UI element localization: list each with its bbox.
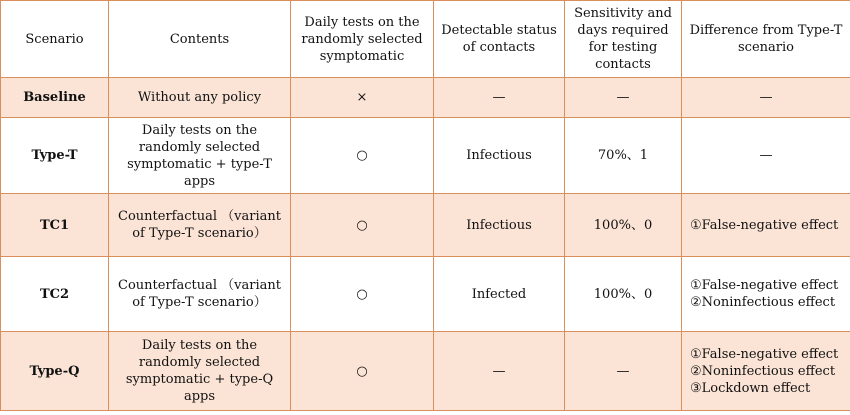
table-row <box>1 118 850 194</box>
cell-difference: — <box>682 78 850 118</box>
cell-scenario: Baseline <box>1 78 109 118</box>
cell-detectable-status: Infectious <box>434 118 565 194</box>
cell-difference: — <box>682 118 850 194</box>
cell-contents: Counterfactual （variant of Type-T scenario） <box>109 257 291 332</box>
cell-contents: Without any policy <box>109 78 291 118</box>
cell-difference <box>682 332 850 411</box>
cell-daily-tests: ○ <box>291 194 434 257</box>
cell-scenario: Type-T <box>1 118 109 194</box>
cell-detectable-status: Infectious <box>434 194 565 257</box>
cell-daily-tests: ○ <box>291 118 434 194</box>
cell-scenario: Type-Q <box>1 332 109 411</box>
difference-item: ②Noninfectious effect <box>690 363 836 379</box>
cell-detectable-status: — <box>434 78 565 118</box>
header-detectable-status: Detectable status of contacts <box>434 1 565 78</box>
difference-item: ③Lockdown effect <box>690 380 811 396</box>
table-row <box>1 332 850 411</box>
cell-difference: ①False-negative effect <box>682 194 850 257</box>
difference-item: ①False-negative effect <box>690 346 839 362</box>
cell-sensitivity: 100%、0 <box>565 194 682 257</box>
cell-scenario: TC2 <box>1 257 109 332</box>
difference-item: ②Noninfectious effect <box>690 295 836 310</box>
cell-sensitivity: 70%、1 <box>565 118 682 194</box>
cell-detectable-status: — <box>434 332 565 411</box>
cell-difference <box>682 257 850 332</box>
cell-scenario: TC1 <box>1 194 109 257</box>
table-row <box>1 78 850 118</box>
cell-detectable-status: Infected <box>434 257 565 332</box>
cell-daily-tests: ○ <box>291 257 434 332</box>
cell-sensitivity: — <box>565 78 682 118</box>
cell-contents: Daily tests on the randomly selected symptomatic + type-T apps <box>109 118 291 194</box>
cell-contents: Counterfactual （variant of Type-T scenario） <box>109 194 291 257</box>
header-scenario: Scenario <box>1 1 109 78</box>
header-difference: Difference from Type-T scenario <box>682 1 850 78</box>
table-row <box>1 257 850 332</box>
cell-sensitivity: — <box>565 332 682 411</box>
difference-item: ①False-negative effect <box>690 278 839 293</box>
header-daily-tests: Daily tests on the randomly selected symptomatic <box>291 1 434 78</box>
cell-contents: Daily tests on the randomly selected symptomatic + type-Q apps <box>109 332 291 411</box>
cell-daily-tests: × <box>291 78 434 118</box>
cell-sensitivity: 100%、0 <box>565 257 682 332</box>
header-sensitivity: Sensitivity and days required for testing contacts <box>565 1 682 78</box>
header-row <box>1 1 850 78</box>
table-row <box>1 194 850 257</box>
header-contents: Contents <box>109 1 291 78</box>
cell-daily-tests: ○ <box>291 332 434 411</box>
